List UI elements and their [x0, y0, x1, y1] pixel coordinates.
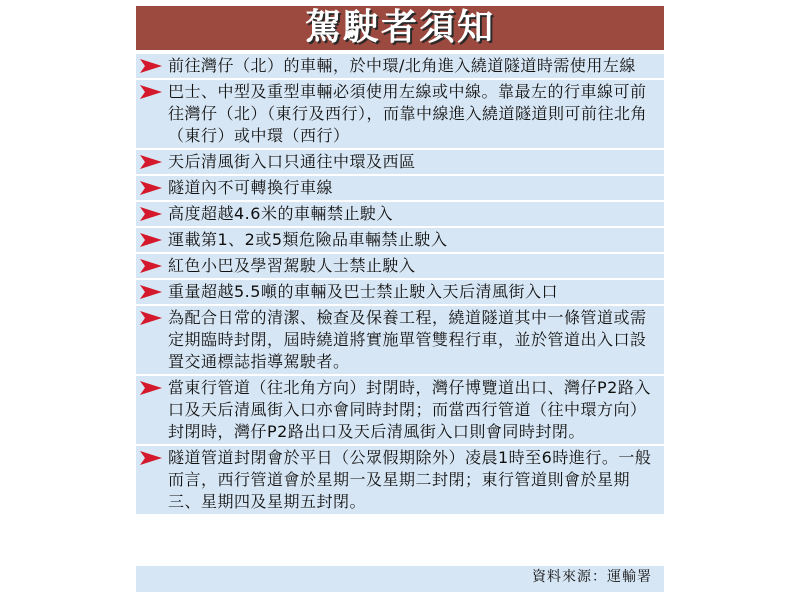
list-item-text: 運載第1、2或5類危險品車輛禁止駛入 [168, 230, 448, 249]
list-item [136, 80, 664, 148]
list-item [136, 54, 664, 78]
list-item-text: 隧道內不可轉換行車線 [168, 178, 334, 197]
list-item [136, 202, 664, 226]
list-item [136, 446, 664, 514]
list-item-text: 重量超越5.5噸的車輛及巴士禁止駛入天后清風街入口 [168, 282, 558, 301]
red-arrow-icon [140, 155, 162, 169]
red-arrow-icon [140, 207, 162, 221]
list-item [136, 376, 664, 444]
list-item-text: 當東行管道（往北角方向）封閉時，灣仔博覽道出口、灣仔P2路入口及天后清風街入口亦會同時封閉；而當西行管道（往中環方向）封閉時，灣仔P2路出口及天后清風街入口則會同時封閉。 [168, 378, 651, 441]
red-arrow-icon [140, 311, 162, 325]
red-arrow-icon [140, 181, 162, 195]
list-item-text: 隧道管道封閉會於平日（公眾假期除外）凌晨1時至6時進行。一般而言，西行管道會於星期一及星期二封閉；東行管道則會於星期三、星期四及星期五封閉。 [168, 448, 652, 511]
red-arrow-icon [140, 259, 162, 273]
list-item [136, 254, 664, 278]
list-item [136, 306, 664, 374]
list-item [136, 280, 664, 304]
page-title: 駕駛者須知 [136, 6, 664, 50]
notice-panel [136, 6, 664, 592]
notice-list [136, 54, 664, 514]
list-item-text: 為配合日常的清潔、檢查及保養工程，繞道隧道其中一條管道或需定期臨時封閉，屆時繞道將實施單管雙程行車，並於管道出入口設置交通標誌指導駕駛者。 [168, 308, 647, 371]
list-item [136, 150, 664, 174]
list-item-text: 紅色小巴及學習駕駛人士禁止駛入 [168, 256, 416, 275]
list-item [136, 176, 664, 200]
red-arrow-icon [140, 59, 162, 73]
red-arrow-icon [140, 285, 162, 299]
red-arrow-icon [140, 381, 162, 395]
list-item-text: 巴士、中型及重型車輛必須使用左線或中線。靠最左的行車線可前往灣仔（北）（東行及西行），而靠中線進入繞道隧道則可前往北角（東行）或中環（西行） [168, 82, 648, 145]
list-item-text: 前往灣仔（北）的車輛，於中環/北角進入繞道隧道時需使用左線 [168, 56, 636, 75]
red-arrow-icon [140, 85, 162, 99]
list-item-text: 高度超越4.6米的車輛禁止駛入 [168, 204, 393, 223]
list-item [136, 228, 664, 252]
red-arrow-icon [140, 233, 162, 247]
source-credit: 資料來源：運輸署 [532, 569, 652, 585]
list-item-text: 天后清風街入口只通往中環及西區 [168, 152, 416, 171]
red-arrow-icon [140, 451, 162, 465]
